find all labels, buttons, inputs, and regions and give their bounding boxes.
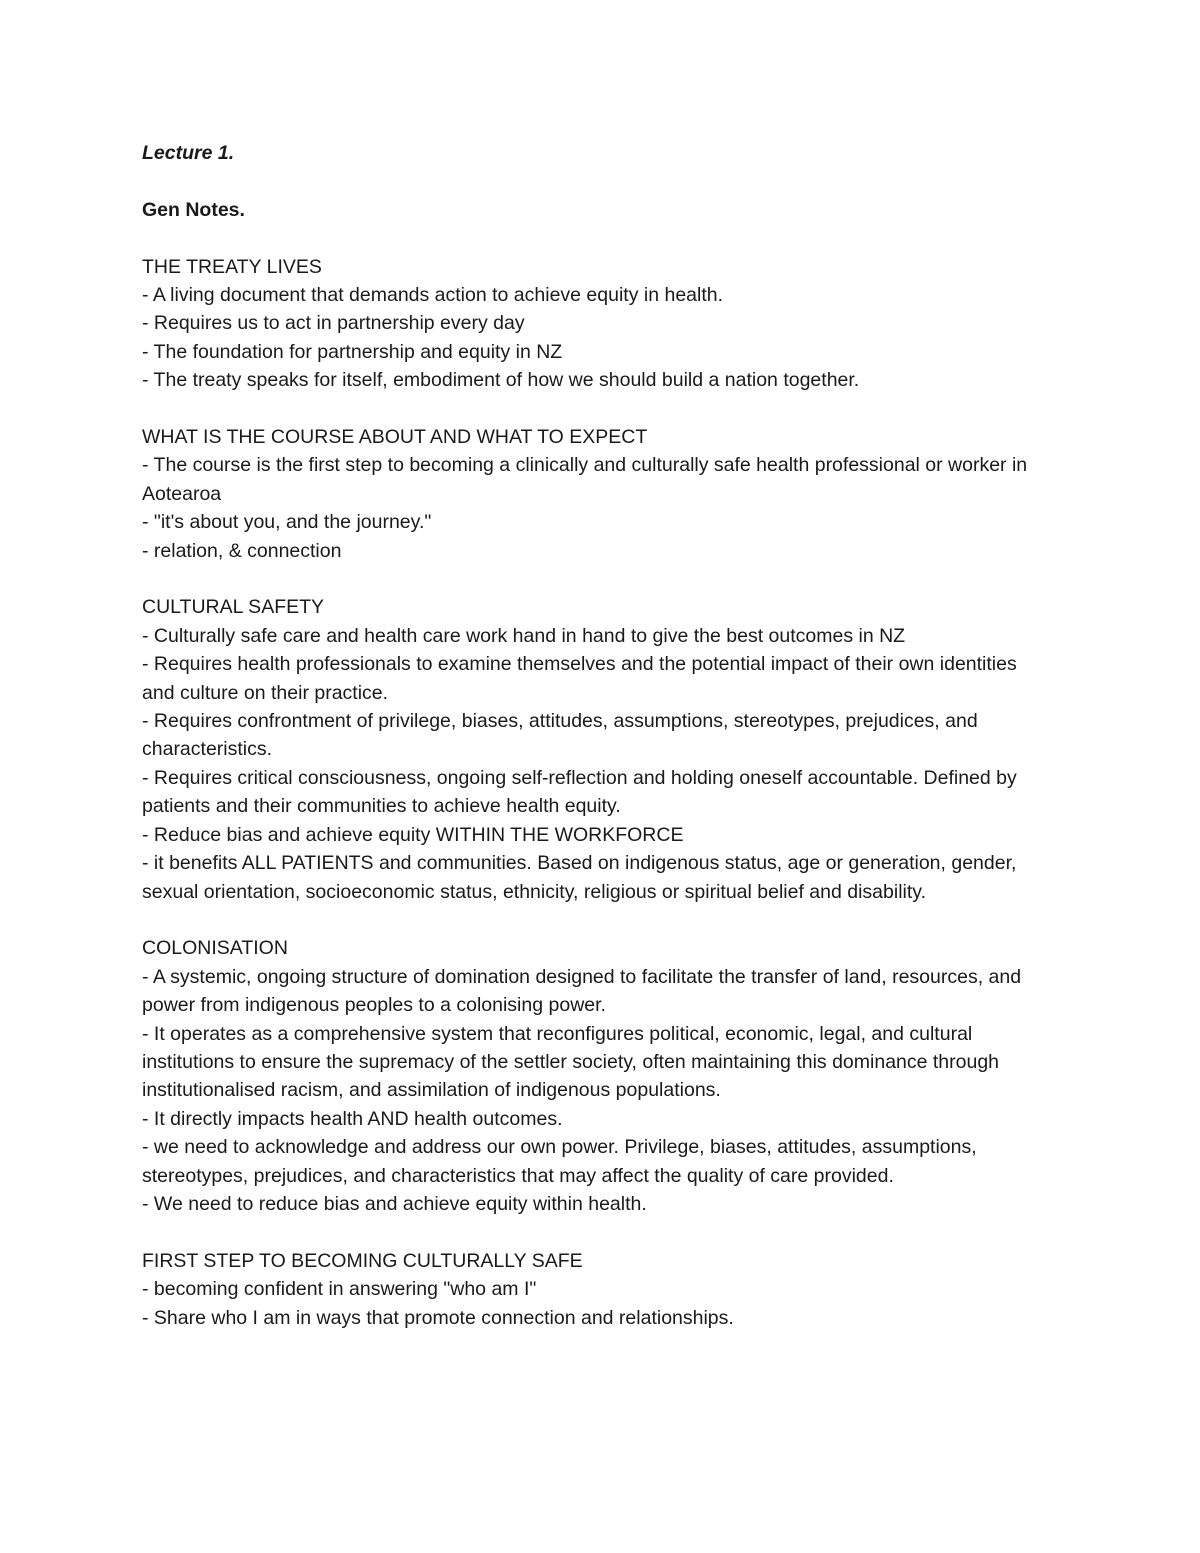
bullet-line: - becoming confident in answering "who am I" [142,1278,537,1301]
bullet-line: - Reduce bias and achieve equity WITHIN THE WORKFORCE [142,823,684,846]
section-course-about [142,423,1042,565]
bullet-line: - A systemic, ongoing structure of domination designed to facilitate the transfer of land, resources, and power from indigenous peoples to a colonising power. [142,965,1022,1017]
bullet-line: - We need to reduce bias and achieve equity within health. [142,1192,647,1215]
section-first-step [142,1247,1042,1332]
bullet-line: - It operates as a comprehensive system that reconfigures political, economic, legal, and cultural institutions to ensure the supremacy of the settler society, often maintaining this dominance through institutionalised racism, and assimilation of indigenous populations. [142,1022,1000,1102]
section-heading: FIRST STEP TO BECOMING CULTURALLY SAFE [142,1249,583,1272]
bullet-line: - The foundation for partnership and equity in NZ [142,340,563,363]
bullet-line: - It directly impacts health AND health outcomes. [142,1107,563,1130]
bullet-line: - The course is the first step to becoming a clinically and culturally safe health professional or worker in Aotearoa [142,454,1028,505]
bullet-line: - "it's about you, and the journey." [142,511,432,534]
bullet-line: - we need to acknowledge and address our own power. Privilege, biases, attitudes, assumptions, stereotypes, prejudices, and characteristics that may affect the quality of care provided. [142,1136,977,1187]
document-subtitle: Gen Notes. [142,198,245,221]
document-title: Lecture 1. [142,142,235,164]
document-page [142,139,1042,1332]
section-heading: CULTURAL SAFETY [142,596,325,619]
section-heading: COLONISATION [142,937,288,960]
bullet-line: - relation, & connection [142,539,342,562]
section-treaty-lives [142,253,1042,395]
bullet-line: - Requires critical consciousness, ongoing self-reflection and holding oneself accountable. Defined by patients and their communities to achieve health equity. [142,766,1017,818]
section-heading: WHAT IS THE COURSE ABOUT AND WHAT TO EXPECT [142,426,648,449]
bullet-line: - Share who I am in ways that promote connection and relationships. [142,1306,734,1329]
bullet-line: - Requires health professionals to examine themselves and the potential impact of their own identities and culture on their practice. [142,653,1017,704]
section-cultural-safety [142,593,1042,905]
bullet-line: - Culturally safe care and health care work hand in hand to give the best outcomes in NZ [142,624,906,647]
section-heading: THE TREATY LIVES [142,255,322,278]
bullet-line: - Requires us to act in partnership every day [142,312,525,335]
bullet-line: - A living document that demands action to achieve equity in health. [142,284,724,306]
bullet-line: - Requires confrontment of privilege, biases, attitudes, assumptions, stereotypes, prejudices, and characteristics. [142,710,978,761]
section-colonisation [142,934,1042,1218]
bullet-line: - The treaty speaks for itself, embodiment of how we should build a nation together. [142,369,860,392]
bullet-line: - it benefits ALL PATIENTS and communities. Based on indigenous status, age or generation, gender, sexual orientation, socioeconomic status, ethnicity, religious or spiritual belief and disability. [142,852,1017,903]
